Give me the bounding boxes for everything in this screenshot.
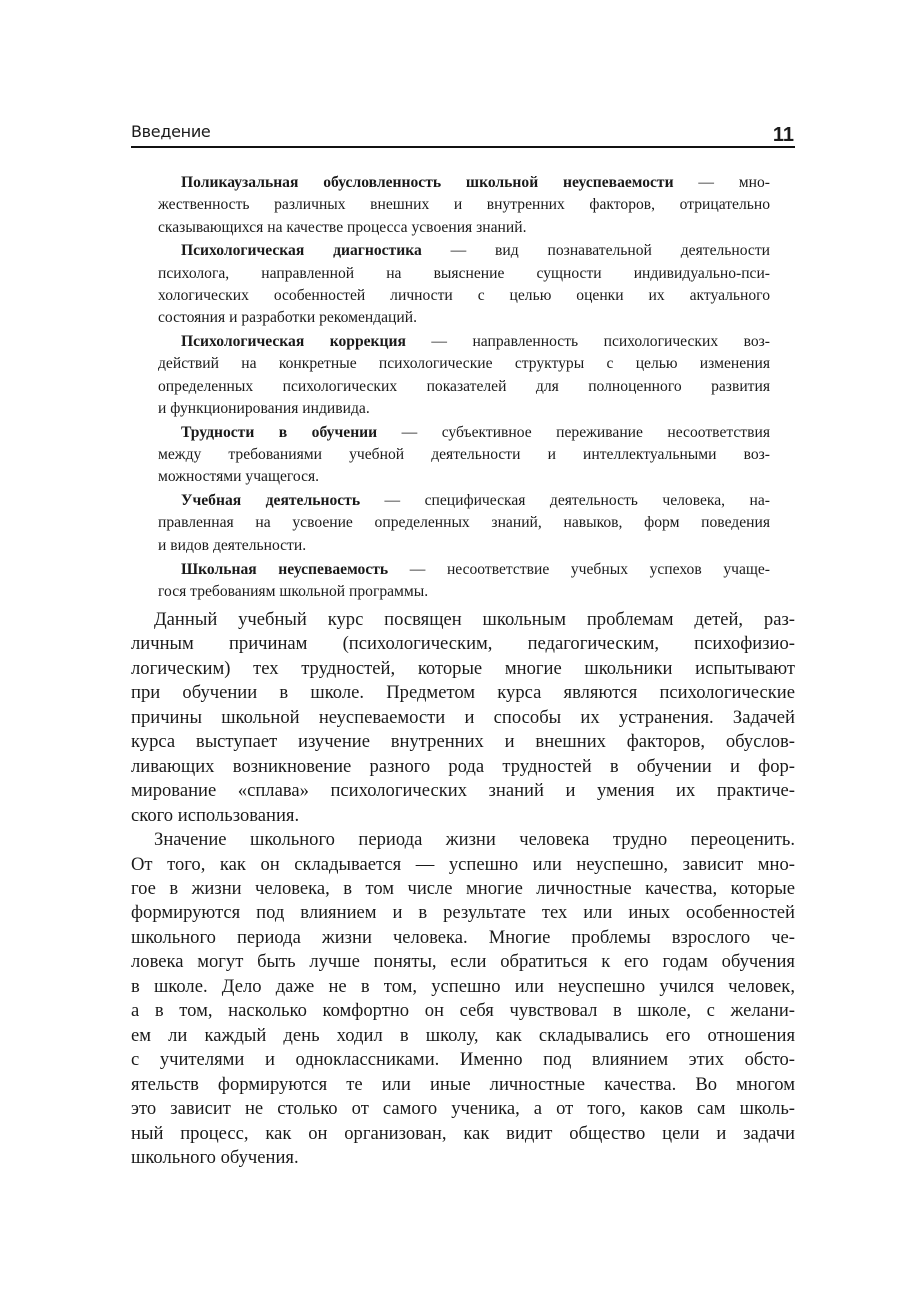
glossary-term: Психологическая коррекция [181,333,406,351]
glossary-line: состояния и разработки рекомендаций. [158,309,417,327]
paragraph-line: причины школьной неуспеваемости и способы их устранения. Задачей [131,706,795,728]
glossary-entry [158,422,770,489]
glossary-line: можностями учащегося. [158,468,320,486]
paragraph-line: курса выступает изучение внутренних и внешних факторов, обуслов- [131,731,795,753]
glossary-line [158,331,770,353]
paragraph-line: ского использования. [131,804,300,826]
glossary-entry [158,331,770,420]
glossary-term: Школьная неуспеваемость [181,560,389,578]
glossary-definition-start: — направленность психологических воз- [405,333,770,351]
glossary-line: определенных психологических показателей для полноценного развития [158,377,770,395]
glossary-line [158,172,770,194]
glossary-line [158,240,770,262]
paragraph [131,828,795,1170]
paragraph-line: это зависит не столько от самого ученика, а от того, каков сам школь- [131,1098,795,1120]
glossary-term: Трудности в обучении [181,423,378,441]
paragraph-line: ный процесс, как он организован, как видит общество цели и задачи [131,1122,795,1144]
glossary-term: Поликаузальная обусловленность школьной неуспеваемости [181,174,674,191]
glossary-definition-start: — субъективное переживание несоответствия [377,423,770,441]
glossary-entry [158,240,770,329]
paragraph [131,608,795,828]
glossary-entry [158,172,770,239]
glossary [158,172,770,605]
glossary-term: Учебная деятельность [181,492,361,510]
glossary-term: Психологическая диагностика [181,242,422,260]
paragraph-line: школьного обучения. [131,1146,299,1168]
glossary-definition-start: — мно- [673,174,770,191]
glossary-line: действий на конкретные психологические структуры с целью изменения [158,355,770,373]
paragraph-line: ятельств формируются те или иные личностные качества. Во многом [131,1073,795,1095]
glossary-line: правленная на усвоение определенных знаний, навыков, форм поведения [158,514,770,532]
paragraph-line: мирование «сплава» психологических знаний и умения их практиче- [131,780,795,802]
glossary-line: гося требованиям школьной программы. [158,582,429,600]
running-header-title: Введение [131,122,211,141]
glossary-line: хологических особенностей личности с целью оценки их актуального [158,286,770,304]
paragraph-line: школьного периода жизни человека. Многие проблемы взрослого че- [131,926,795,948]
body-text [131,608,795,1170]
glossary-line [158,559,770,581]
paragraph-line: ем ли каждый день ходил в школу, как складывались его отношения [131,1024,795,1046]
glossary-entry [158,559,770,604]
paragraph-line: личным причинам (психологическим, педагогическим, психофизио- [131,633,795,655]
glossary-entry [158,490,770,557]
header-rule [131,146,795,148]
paragraph-line: От того, как он складывается — успешно или неуспешно, зависит мно- [131,853,795,875]
paragraph-line: формируются под влиянием и в результате тех или иных особенностей [131,902,795,924]
glossary-line: психолога, направленной на выяснение сущности индивидуально-пси- [158,264,770,282]
paragraph-line: ловека могут быть лучше поняты, если обратиться к его годам обучения [131,951,795,973]
paragraph-line: Значение школьного периода жизни человека трудно переоценить. [154,829,795,851]
paragraph-line: гое в жизни человека, в том числе многие личностные качества, которые [131,877,795,899]
glossary-line [158,490,770,512]
glossary-definition-start: — вид познавательной деятельности [421,242,770,260]
paragraph-line: Данный учебный курс посвящен школьным проблемам детей, раз- [154,609,795,630]
paragraph-line: в школе. Дело даже не в том, успешно или неуспешно учился человек, [131,975,795,997]
paragraph-line: ливающих возникновение разного рода трудностей в обучении и фор- [131,755,795,777]
paragraph-line: логическим) тех трудностей, которые многие школьники испытывают [131,657,795,679]
paragraph-line: при обучении в школе. Предметом курса являются психологические [131,682,795,704]
glossary-line: сказывающихся на качестве процесса усвоения знаний. [158,218,527,236]
paragraph-line: а в том, насколько комфортно он себя чувствовал в школе, с желани- [131,1000,795,1022]
glossary-line: и функционирования индивида. [158,399,370,417]
paragraph-line: с учителями и одноклассниками. Именно под влиянием этих обсто- [131,1049,795,1071]
glossary-definition-start: — несоответствие учебных успехов учаще- [388,560,770,578]
glossary-line: и видов деятельности. [158,536,307,554]
glossary-line: между требованиями учебной деятельности и интеллектуальными воз- [158,446,770,464]
glossary-line: жественность различных внешних и внутренних факторов, отрицательно [158,196,770,214]
glossary-definition-start: — специфическая деятельность человека, на- [360,492,770,510]
glossary-line [158,422,770,444]
page-number: 11 [772,124,794,146]
